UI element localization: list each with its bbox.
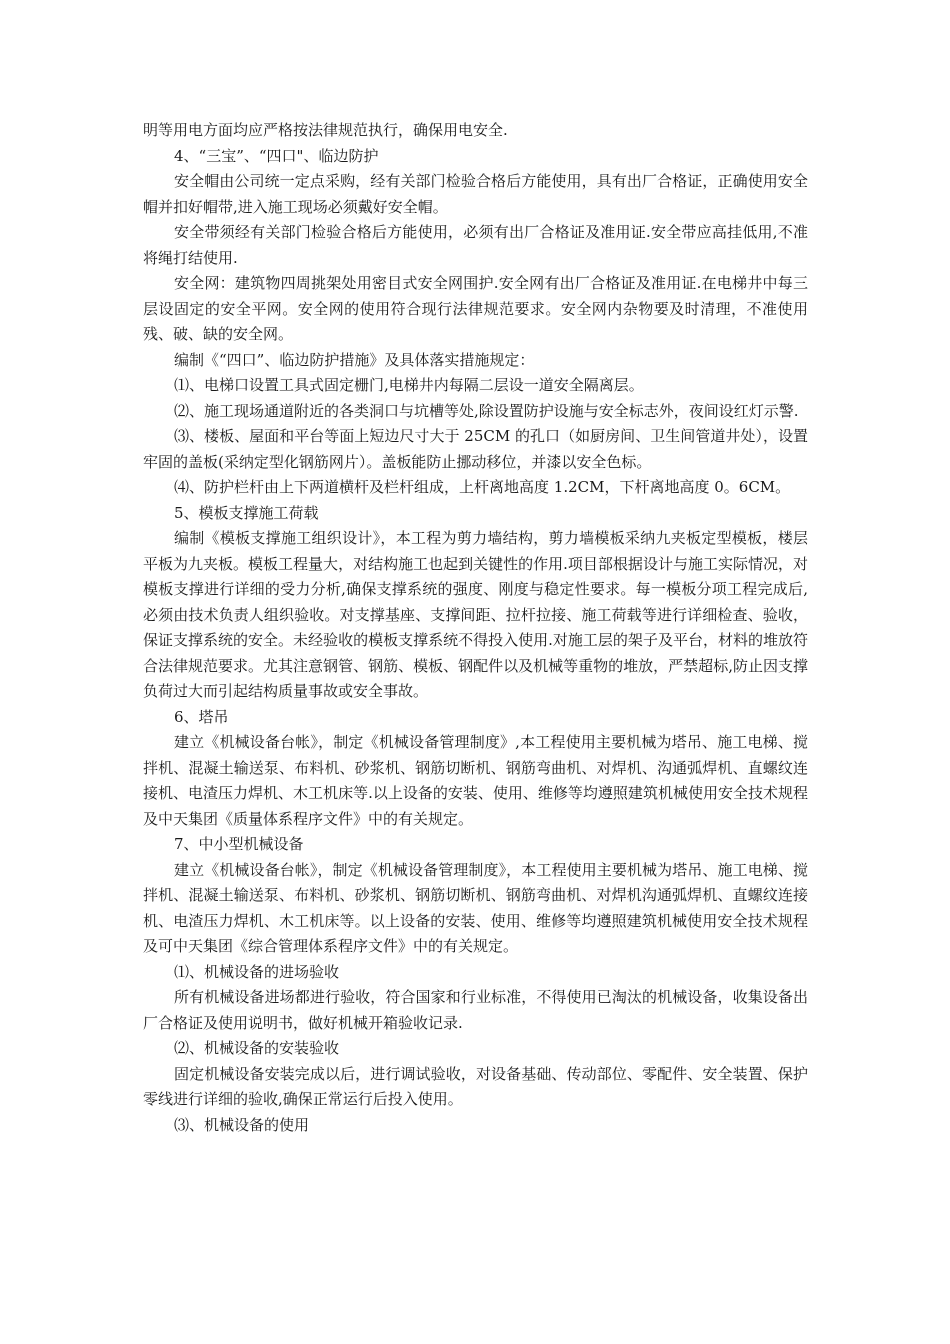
list-item: ⑷、防护栏杆由上下两道横杆及栏杆组成，上杆离地高度 1.2CM，下杆离地高度 0。6CM。 [174,478,791,496]
document-page [143,118,808,1138]
paragraph: 明等用电方面均应严格按法律规范执行，确保用电安全. [143,121,508,139]
paragraph: 安全带须经有关部门检验合格后方能使用，必须有出厂合格证及准用证.安全带应高挂低用,不准将绳打结使用. [143,223,808,267]
paragraph: 编制《模板支撑施工组织设计》，本工程为剪力墙结构，剪力墙模板采纳九夹板定型模板，楼层平板为九夹板。模板工程量大，对结构施工也起到关键性的作用.项目部根据设计与施工实际情况，对模板支撑进行详细的受力分析,确保支撑系统的强度、刚度与稳定性要求。每一模板分项工程完成后,必须由技术负责人组织验收。对支撑基座、支撑间距、拉杆拉接、施工荷载等进行详细检查、验收，保证支撑系统的安全。未经验收的模板支撑系统不得投入使用.对施工层的架子及平台，材料的堆放符合法律规范要求。尤其注意钢管、钢筋、模板、钢配件以及机械等重物的堆放，严禁超标,防止因支撑负荷过大而引起结构质量事故或安全事故。 [143,529,808,700]
paragraph: 建立《机械设备台帐》，制定《机械设备管理制度》,本工程使用主要机械为塔吊、施工电梯、搅拌机、混凝土输送泵、布料机、砂浆机、钢筋切断机、钢筋弯曲机、对焊机、沟通弧焊机、直螺纹连接机、电渣压力焊机、木工机床等.以上设备的安装、使用、维修等均遵照建筑机械使用安全技术规程及中天集团《质量体系程序文件》中的有关规定。 [143,733,808,828]
subsection-heading: ⑵、机械设备的安装验收 [174,1039,340,1057]
paragraph: 编制《“四口”、临边防护措施》及具体落实措施规定： [174,350,535,369]
list-item: ⑴、电梯口设置工具式固定栅门,电梯井内每隔二层设一道安全隔离层。 [174,376,644,394]
subsection-heading: ⑴、机械设备的进场验收 [174,962,340,981]
subsection-heading: ⑶、机械设备的使用 [174,1115,310,1134]
paragraph: 安全网：建筑物四周挑架处用密目式安全网围护.安全网有出厂合格证及准用证.在电梯井中每三层设固定的安全平网。安全网的使用符合现行法律规范要求。安全网内杂物要及时清理，不准使用残、破、缺的安全网。 [143,274,808,343]
list-item: ⑶、楼板、屋面和平台等面上短边尺寸大于 25CM 的孔口（如厨房间、卫生间管道井处），设置牢固的盖板(采纳定型化钢筋网片）。盖板能防止挪动移位，并漆以安全色标。 [143,427,808,471]
list-item: ⑵、施工现场通道附近的各类洞口与坑槽等处,除设置防护设施与安全标志外，夜间设红灯示警. [174,401,799,420]
section-heading: 7、中小型机械设备 [174,835,304,853]
section-heading: 6、塔吊 [174,707,229,726]
paragraph: 固定机械设备安装完成以后，进行调试验收，对设备基础、传动部位、零配件、安全装置、保护零线进行详细的验收,确保正常运行后投入使用。 [143,1064,808,1108]
section-heading: 5、模板支撑施工荷载 [174,503,319,522]
paragraph: 建立《机械设备台帐》，制定《机械设备管理制度》，本工程使用主要机械为塔吊、施工电梯、搅拌机、混凝土输送泵、布料机、砂浆机、钢筋切断机、钢筋弯曲机、对焊机沟通弧焊机、直螺纹连接机、电渣压力焊机、木工机床等。以上设备的安装、使用、维修等均遵照建筑机械使用安全技术规程及可中天集团《综合管理体系程序文件》中的有关规定。 [143,860,808,955]
paragraph: 所有机械设备进场都进行验收，符合国家和行业标准，不得使用已淘汰的机械设备，收集设备出厂合格证及使用说明书，做好机械开箱验收记录. [143,988,808,1032]
section-heading: 4、“三宝”、“四口"、临边防护 [174,146,379,165]
paragraph: 安全帽由公司统一定点采购，经有关部门检验合格后方能使用，具有出厂合格证，正确使用安全帽并扣好帽带,进入施工现场必须戴好安全帽。 [143,172,808,216]
